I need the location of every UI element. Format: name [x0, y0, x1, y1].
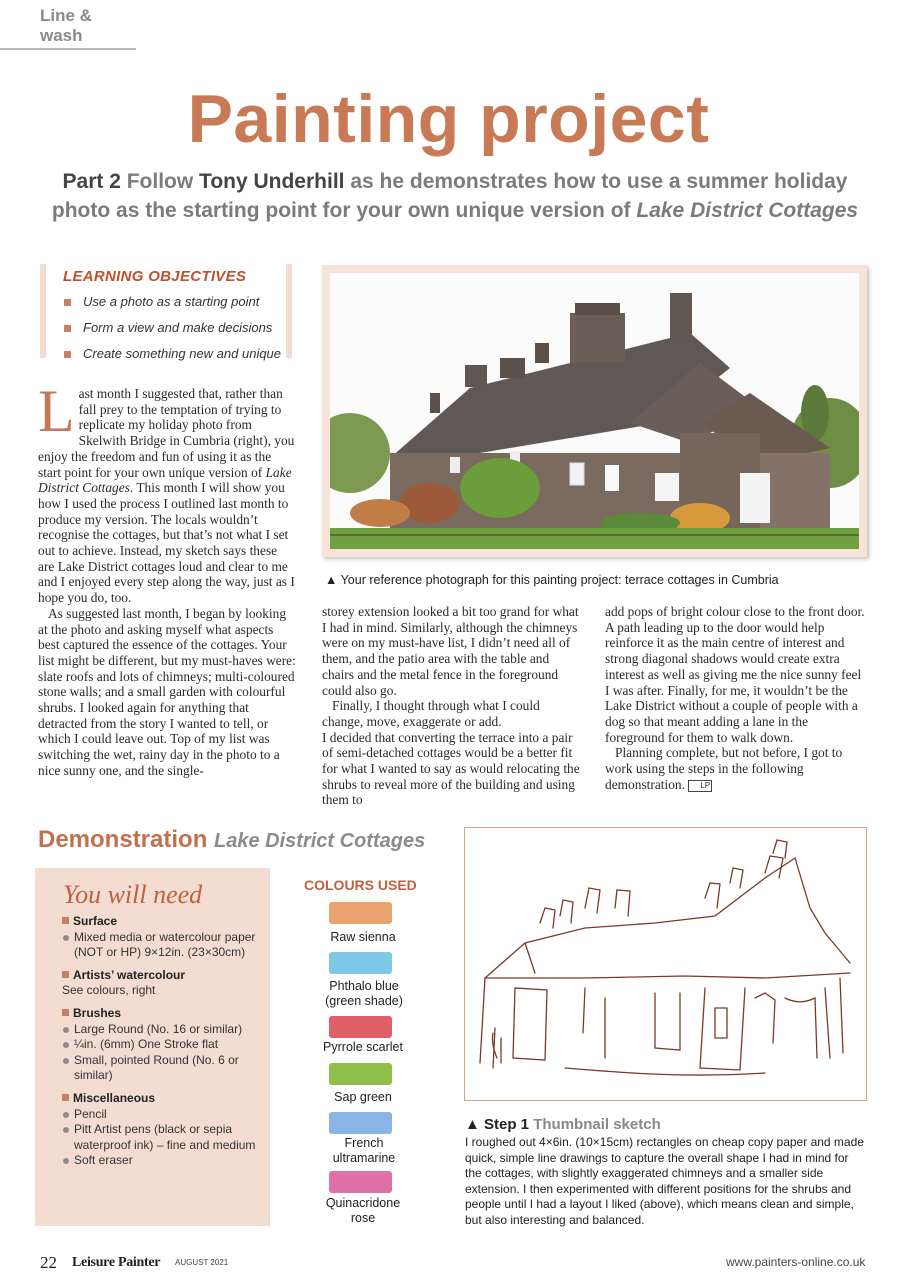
swatch-label: Pyrrole scarlet — [323, 1040, 403, 1054]
article-text: ast month I suggested that, rather than fall prey to the temptation of trying to replicate my holiday photo from Skelwith Bridge in Cumbria (right), you enjoy the freedom and fun of using it as the start point for your own unique version of — [38, 386, 295, 480]
square-bullet-icon — [62, 1094, 69, 1101]
end-mark: LP — [688, 780, 712, 792]
need-item: Small, pointed Round (No. 6 or similar) — [62, 1053, 267, 1084]
square-bullet-icon — [62, 917, 69, 924]
objective-item: Form a view and make decisions — [63, 315, 286, 341]
need-heading-watercolour: Artists’ watercolour — [62, 968, 267, 984]
standfirst-part: Part 2 — [62, 170, 121, 193]
square-bullet-icon — [62, 971, 69, 978]
article-column-3 — [605, 604, 867, 792]
reference-photo — [330, 273, 859, 549]
swatch-label: Sap green — [334, 1090, 392, 1104]
magazine-name: Leisure Painter — [72, 1255, 161, 1270]
objective-item: Use a photo as a starting point — [63, 289, 286, 315]
drop-cap: L — [38, 378, 75, 444]
standfirst-project: Lake District Cottages — [636, 199, 859, 222]
objective-item: Create something new and unique — [63, 341, 286, 367]
article-paragraph — [38, 378, 296, 606]
article-paragraph: I decided that converting the terrace into a pair of semi-detached cottages would be a better fit for what I wanted to say as would relocating the shrubs to reveal more of the building and using them to — [322, 729, 580, 808]
article-text-italic: Lake District Cottages — [38, 464, 292, 496]
need-note: See colours, right — [62, 983, 156, 998]
page-title: Painting project — [187, 81, 710, 157]
swatch-label: Phthalo blue (green shade) — [325, 979, 403, 1008]
swatch-raw-sienna — [329, 902, 392, 924]
standfirst — [50, 167, 860, 225]
need-item: Pencil — [62, 1107, 267, 1123]
bullet-dot-icon — [63, 1127, 69, 1133]
learning-objectives-list — [63, 289, 286, 367]
article-paragraph: add pops of bright colour close to the front door. A path leading up to the door would help reinforce it as the main centre of interest and strong diagonal shadows would create extra interest as well as giving me the nice sunny feel I was after. Finally, for me, it wouldn’t be the Lake District without a couple of people with a dog so that meant adding a lane in the foreground for them to walk down. — [605, 604, 865, 745]
need-heading-surface: Surface — [62, 914, 267, 930]
bullet-dot-icon — [63, 1027, 69, 1033]
bullet-dot-icon — [63, 1112, 69, 1118]
need-item: Mixed media or watercolour paper (NOT or HP) 9×12in. (23×30cm) — [62, 930, 267, 961]
need-item: Pitt Artist pens (black or sepia waterproof ink) – fine and medium — [62, 1122, 267, 1153]
swatch-french-ultramarine — [329, 1112, 392, 1134]
swatch-pyrrole-scarlet — [329, 1016, 392, 1038]
step-1-title: Thumbnail sketch — [533, 1116, 661, 1133]
bullet-dot-icon — [63, 1158, 69, 1164]
swatch-phthalo-blue — [329, 952, 392, 974]
need-item: Soft eraser — [62, 1153, 267, 1169]
you-will-need-list — [62, 914, 267, 1169]
bullet-dot-icon — [63, 935, 69, 941]
learning-objectives-box — [40, 264, 292, 361]
need-heading-brushes: Brushes — [62, 1006, 267, 1022]
thumbnail-sketch — [465, 828, 866, 1100]
swatch-label: French ultramarine — [332, 1136, 396, 1165]
bullet-dot-icon — [63, 1058, 69, 1064]
article-paragraph: As suggested last month, I began by looking at the photo and asking myself what aspects best captured the essence of the cottages. Your list might be different, but my must-haves were: slate roofs and lots of chimneys; multi-coloured stone walls; and a small garden with colourful shrubs. I looked again for anything that detracted from the story I wanted to tell, or which I could leave out. Top of my list was switching the wet, rainy day in the photo to a nice sunny one, and the single- — [38, 605, 296, 778]
demonstration-heading — [38, 826, 425, 854]
thumbnail-sketch-frame — [464, 827, 867, 1101]
swatch-label: Quinacridone rose — [325, 1196, 401, 1225]
need-heading-miscellaneous: Miscellaneous — [62, 1091, 267, 1107]
article-column-1 — [38, 378, 296, 779]
square-bullet-icon — [62, 1009, 69, 1016]
article-column-2 — [322, 604, 584, 808]
learning-objectives-title: LEARNING OBJECTIVES — [63, 268, 247, 285]
need-item: Large Round (No. 16 or similar) — [62, 1022, 267, 1038]
section-tag: Line & wash — [0, 6, 136, 50]
page-number: 22 — [40, 1253, 57, 1272]
standfirst-text-2: as he demonstrates how to use a summer holiday photo as the starting point for your own unique version of — [51, 170, 848, 222]
article-text: Planning complete, but not before, I got to work using the steps in the following demonstration. — [605, 745, 843, 792]
demonstration-title: Demonstration — [38, 826, 208, 853]
article-text: . This month I will show you how I used the process I outlined last month to produce my version. The locals wouldn’t recognise the cottages, but that’s not what I set out to achieve. Instead, my sketch says these are Lake District cottages loud and clear to me and I enjoyed every step along the way, just as I hope you do, too. — [38, 480, 295, 606]
article-paragraph — [605, 745, 867, 792]
swatch-sap-green — [329, 1063, 392, 1085]
bullet-dot-icon — [63, 1042, 69, 1048]
article-paragraph: storey extension looked a bit too grand for what I had in mind. Similarly, although the chimneys were on my must-have list, I didn’t need all of them, and the patio area with the table and chairs and the metal fence in the foreground could also go. — [322, 604, 579, 698]
step-1-label: ▲ Step 1 — [465, 1116, 530, 1133]
reference-photo-frame — [322, 265, 867, 557]
swatch-quinacridone-rose — [329, 1171, 392, 1193]
issue-date: AUGUST 2021 — [175, 1258, 229, 1267]
standfirst-text-1: Follow — [120, 170, 200, 193]
step-1-heading — [465, 1116, 661, 1133]
standfirst-author: Tony Underhill — [199, 170, 345, 193]
step-1-text: I roughed out 4×6in. (10×15cm) rectangles on cheap copy paper and made quick, simple line drawings to capture the overall shape I had in mind for the cottages, with slightly exaggerated chimneys and a smaller side extension. I then experimented with different positions for the shrubs and people until I had a layout I liked (above), which means clean and simple, but also interesting and balanced. — [465, 1135, 864, 1227]
you-will-need-title: You will need — [63, 880, 203, 909]
website-url: www.painters-online.co.uk — [726, 1255, 866, 1269]
photo-caption: ▲ Your reference photograph for this painting project: terrace cottages in Cumbria — [325, 573, 779, 587]
article-paragraph: Finally, I thought through what I could change, move, exaggerate or add. — [322, 698, 540, 729]
need-item: ¼in. (6mm) One Stroke flat — [62, 1037, 267, 1053]
demonstration-subtitle: Lake District Cottages — [214, 830, 426, 852]
colours-used-title: COLOURS USED — [304, 877, 417, 893]
swatch-label: Raw sienna — [330, 930, 396, 944]
